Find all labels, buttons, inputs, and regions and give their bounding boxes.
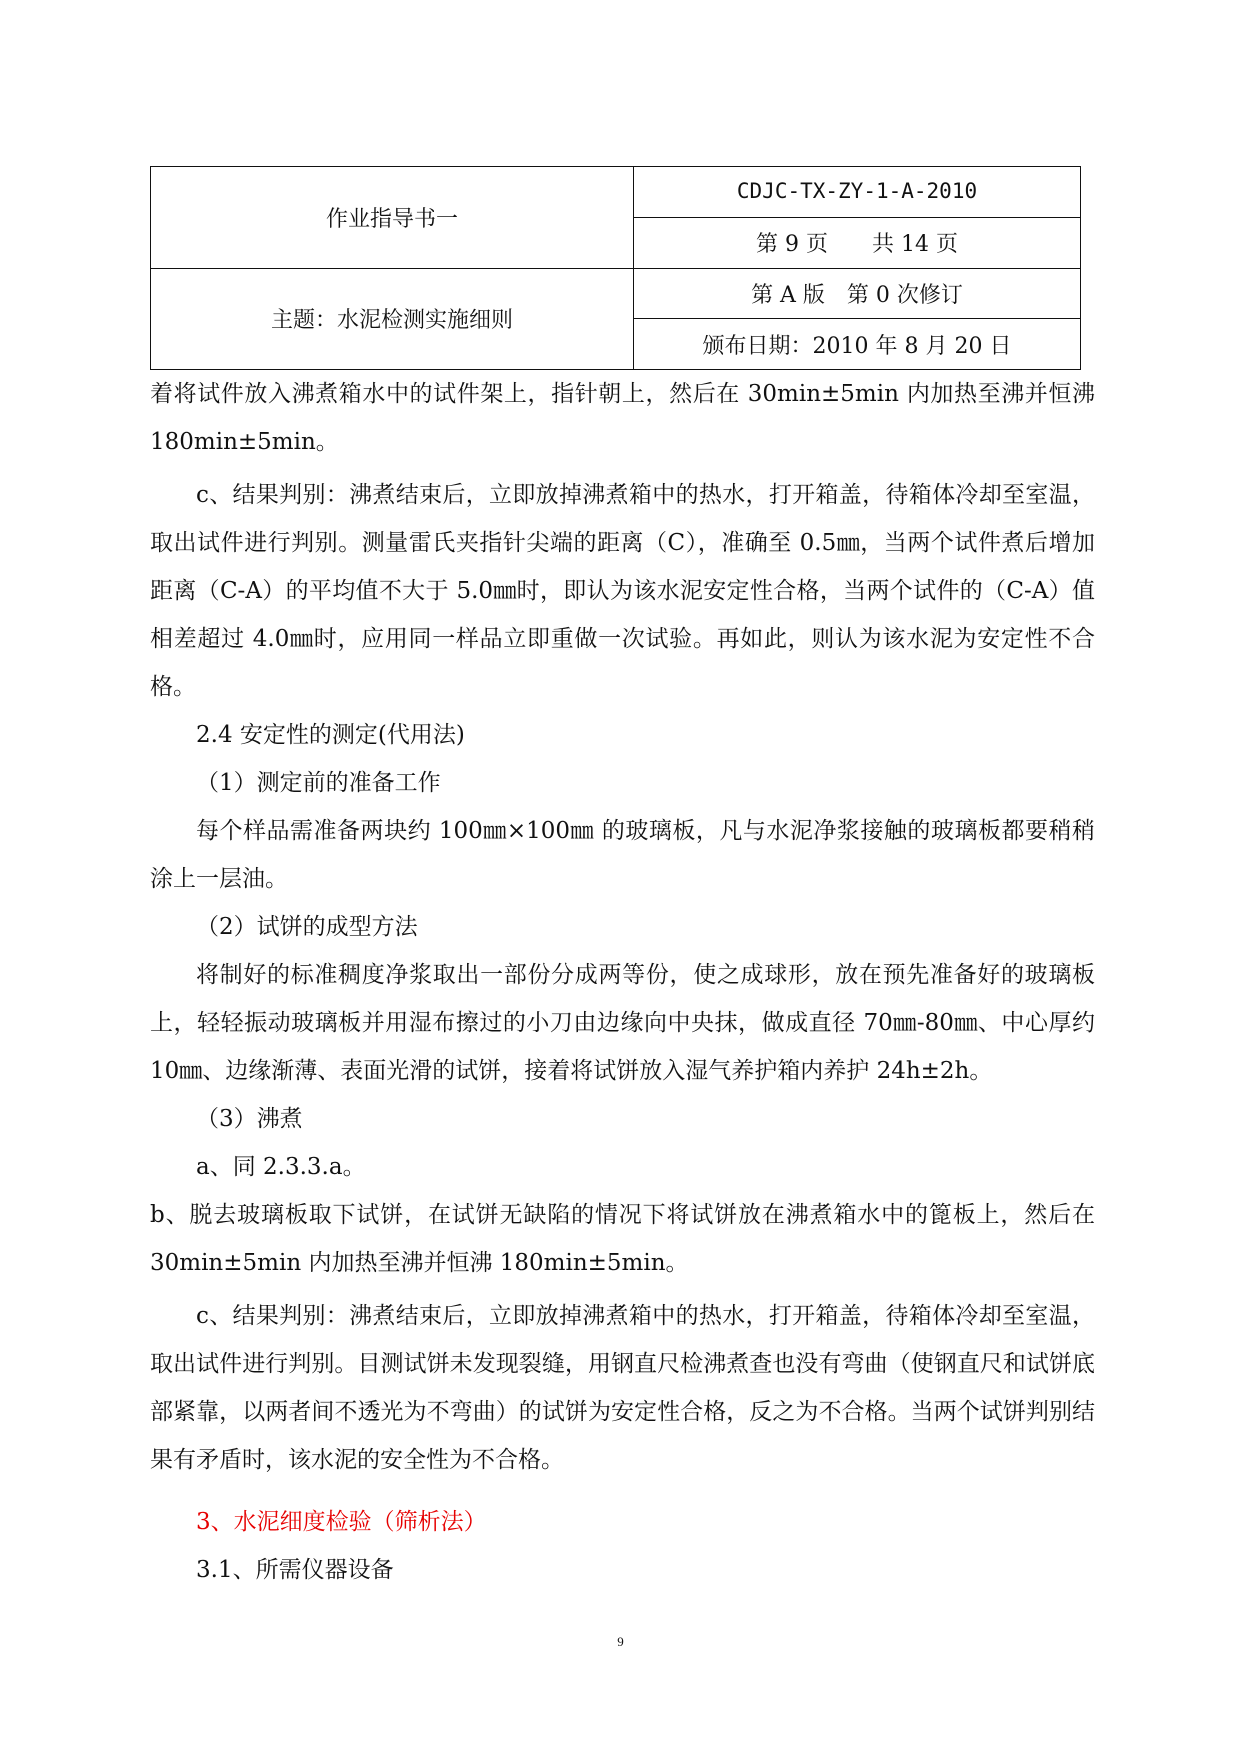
subheading-forming: （2）试饼的成型方法 [196, 914, 418, 940]
page-info: 第 9 页 共 14 页 [756, 232, 958, 258]
paragraph-forming: 将制好的标准稠度净浆取出一部份分成两等份，使之成球形，放在预先准备好的玻璃板上，轻轻振动玻璃板并用湿布擦过的小刀由边缘向中央抹，做成直径 70㎜-80㎜、中心厚约 10㎜、边缘渐薄、表面光滑的试饼，接着将试饼放入湿气养护箱内养护 24h±2h。 [150, 962, 1095, 1084]
subject: 主题：水泥检测实施细则 [270, 308, 513, 334]
paragraph-result-judgement-2: c、结果判别：沸煮结束后，立即放掉沸煮箱中的热水，打开箱盖，待箱体冷却至室温，取出试件进行判别。目测试饼未发现裂缝，用钢直尺检沸煮查也没有弯曲（使钢直尺和试饼底部紧靠，以两者间不透光为不弯曲）的试饼为安定性合格，反之为不合格。当两个试饼判别结果有矛盾时，该水泥的安全性为不合格。 [150, 1303, 1095, 1473]
section-heading-3: 3、水泥细度检验（筛析法） [196, 1509, 487, 1535]
issue-date-cell [634, 319, 1081, 370]
doc-code: CDJC-TX-ZY-1-A-2010 [736, 179, 978, 204]
subheading-boiling: （3）沸煮 [196, 1106, 303, 1132]
doc-type: 作业指导书一 [325, 206, 458, 232]
paragraph-result-judgement-1: c、结果判别：沸煮结束后，立即放掉沸煮箱中的热水，打开箱盖，待箱体冷却至室温，取出试件进行判别。测量雷氏夹指针尖端的距离（C），准确至 0.5㎜，当两个试件煮后增加距离（C-A）的平均值不大于 5.0㎜时，即认为该水泥安定性合格，当两个试件的（C-A）值相差超过 4.0㎜时，应用同一样品立即重做一次试验。再如此，则认为该水泥为安定性不合格。 [150, 482, 1095, 700]
document-header-table [150, 166, 1081, 370]
document-body [150, 370, 1095, 1594]
revision-cell [634, 268, 1081, 319]
doc-code-cell [634, 167, 1081, 218]
paragraph-continued: 着将试件放入沸煮箱水中的试件架上，指针朝上，然后在 30min±5min 内加热至沸并恒沸 180min±5min。 [150, 381, 1095, 455]
subject-cell [151, 268, 634, 370]
page-info-cell [634, 217, 1081, 268]
paragraph-boiling-a: a、同 2.3.3.a。 [196, 1154, 366, 1180]
revision: 第 A 版 第 0 次修订 [751, 282, 963, 308]
issue-date: 颁布日期：2010 年 8 月 20 日 [702, 333, 1012, 359]
page-number: 9 [617, 1634, 624, 1649]
subheading-preparation: （1）测定前的准备工作 [196, 770, 441, 796]
section-heading-3-1: 3.1、所需仪器设备 [196, 1557, 394, 1583]
paragraph-boiling-b: b、脱去玻璃板取下试饼，在试饼无缺陷的情况下将试饼放在沸煮箱水中的篦板上，然后在 30min±5min 内加热至沸并恒沸 180min±5min。 [150, 1202, 1095, 1276]
section-heading-2-4: 2.4 安定性的测定(代用法) [196, 722, 465, 748]
doc-type-cell [151, 167, 634, 269]
paragraph-preparation: 每个样品需准备两块约 100㎜×100㎜ 的玻璃板，凡与水泥净浆接触的玻璃板都要稍稍涂上一层油。 [150, 818, 1095, 892]
